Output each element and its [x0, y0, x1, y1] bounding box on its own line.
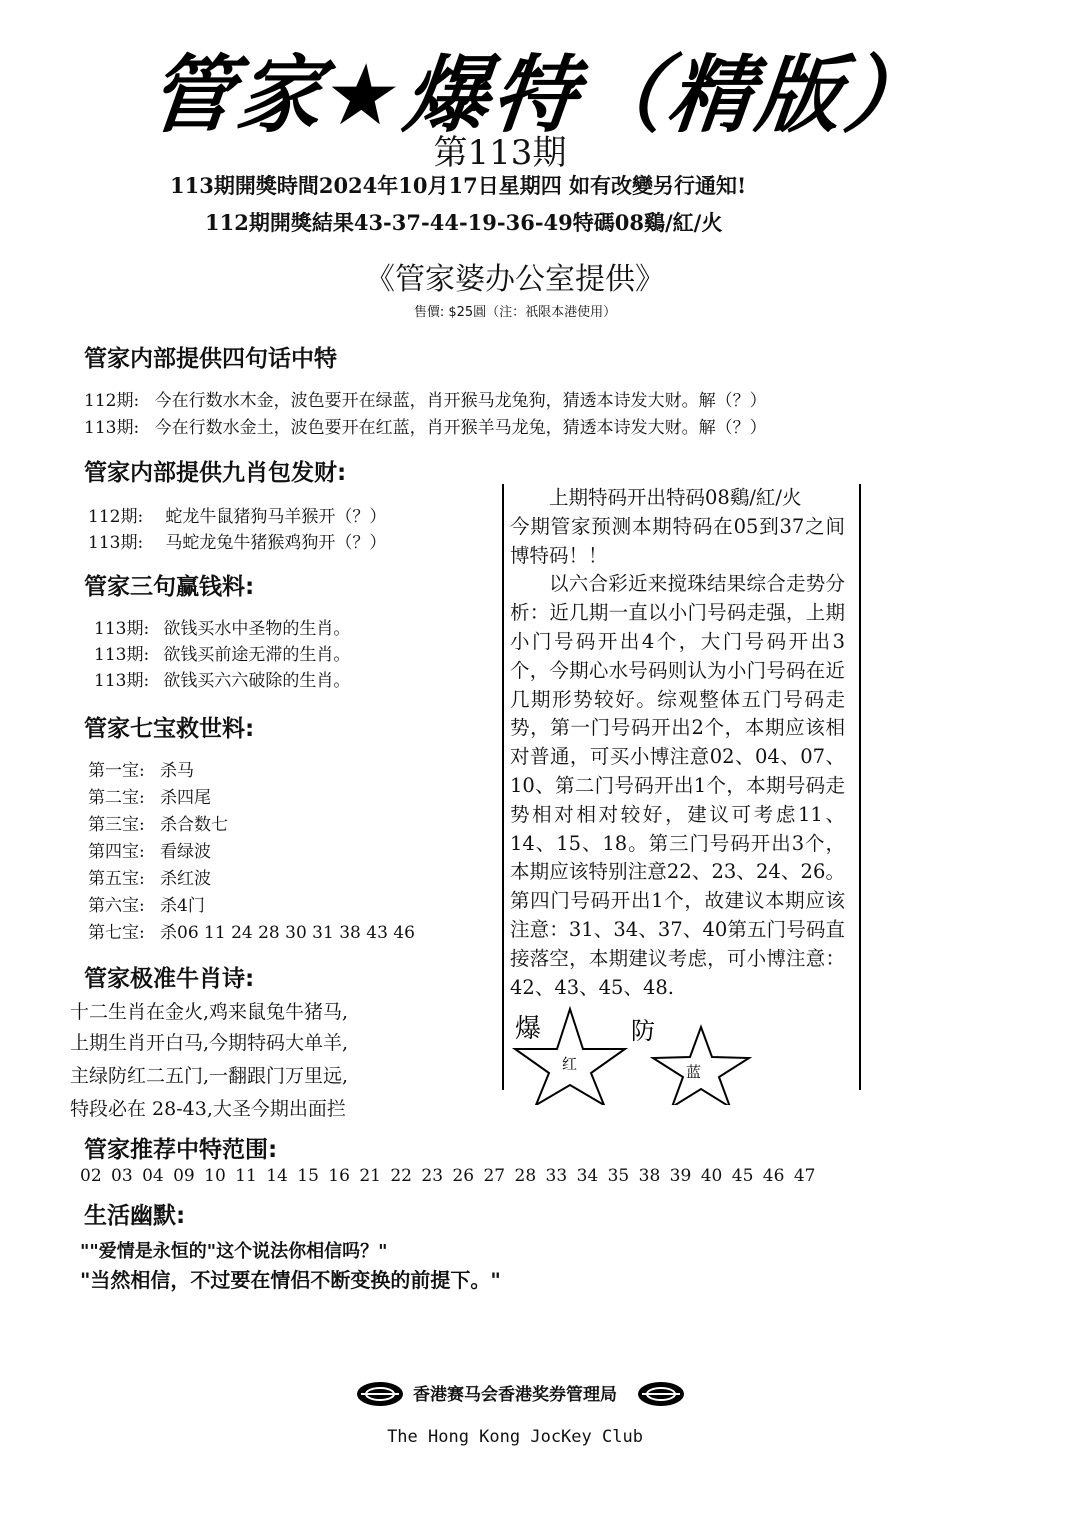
row-text: 欲钱买前途无滞的生肖。 [163, 645, 351, 665]
prediction-text [510, 484, 845, 1002]
joke-line: ""爱情是永恒的"这个说法你相信吗？" [80, 1241, 388, 1262]
list-item [88, 810, 415, 837]
row-text: 看绿波 [160, 842, 211, 862]
row-text: 欲钱买六六破除的生肖。 [163, 671, 351, 691]
row-label: 112期: [84, 391, 140, 411]
section-title-range: 管家推荐中特范围: [84, 1137, 278, 1163]
footer-org-name-en: The Hong Kong JocKey Club [387, 1427, 643, 1447]
footer-org-name: 香港赛马会香港奖券管理局 [413, 1385, 617, 1405]
poem-line: 特段必在 28-43,大圣今期出面拦 [70, 1098, 346, 1120]
issue-number: 第113期 [433, 133, 567, 173]
section-title-poem: 管家极准牛肖诗: [84, 966, 255, 992]
list-item [88, 783, 415, 810]
list-item [88, 837, 415, 864]
box-paragraph: 今期管家预测本期特码在05到37之间博特码！！ [510, 514, 845, 567]
row-label: 第三宝: [88, 815, 145, 835]
row-label: 113期: [94, 645, 150, 665]
draw-time-notice: 113期開獎時間2024年10月17日星期四 如有改變另行通知! [170, 173, 747, 198]
row-label: 第五宝: [88, 869, 145, 889]
box-paragraph: 上期特码开出特码08鷄/紅/火 [549, 486, 802, 509]
list-item [88, 528, 386, 553]
section-title-four-lines: 管家内部提供四句话中特 [84, 346, 337, 372]
last-draw-result: 112期開獎結果43-37-44-19-36-49特碼08鷄/紅/火 [205, 210, 723, 235]
row-text: 今在行数水金土，波色要开在红蓝，肖开猴羊马龙兔，猜透本诗发大财。解（？） [154, 418, 767, 438]
row-text: 马蛇龙兔牛猪猴鸡狗开（？） [165, 533, 387, 553]
row-label: 113期: [84, 418, 140, 438]
list-item [88, 891, 415, 918]
section-title-seven-treasures: 管家七宝救世料: [84, 716, 255, 742]
row-label: 第四宝: [88, 842, 145, 862]
row-text: 杀马 [160, 761, 194, 781]
poem-line: 主绿防红二五门,一翻跟门万里远, [70, 1065, 349, 1087]
section-title-humor: 生活幽默: [84, 1203, 186, 1229]
row-text: 杀四尾 [160, 788, 211, 808]
row-label: 第二宝: [88, 788, 145, 808]
row-text: 欲钱买水中圣物的生肖。 [163, 619, 351, 639]
list-item [88, 502, 386, 527]
row-label: 第七宝: [88, 923, 145, 943]
poem-line: 十二生肖在金火,鸡来鼠兔牛猪马, [70, 1001, 349, 1023]
list-item [94, 666, 350, 691]
list-item [84, 413, 767, 438]
section-title-nine-zodiac: 管家内部提供九肖包发财: [84, 460, 347, 486]
row-text: 杀红波 [160, 869, 211, 889]
page-title: 管家★爆特（精版） [144, 46, 938, 144]
row-text: 杀4门 [160, 896, 205, 916]
list-item [88, 864, 415, 891]
star-label: 防 [631, 1017, 655, 1045]
row-label: 113期: [94, 671, 150, 691]
row-label: 113期: [94, 619, 150, 639]
row-label: 113期: [88, 533, 144, 553]
row-label: 第六宝: [88, 896, 145, 916]
poem-line: 上期生肖开白马,今期特码大单羊, [70, 1032, 349, 1054]
list-item [88, 756, 415, 783]
row-text: 杀06 11 24 28 30 31 38 43 46 [160, 923, 415, 943]
list-item [84, 386, 767, 411]
row-label: 112期: [88, 507, 144, 527]
row-text: 杀合数七 [160, 815, 228, 835]
row-text: 蛇龙牛鼠猪狗马羊猴开（？） [165, 507, 387, 527]
box-paragraph: 以六合彩近来搅珠结果综合走势分析：近几期一直以小门号码走强，上期小门号码开出4个，大门号码开出3个，今期心水号码则认为小门号码在近几期形势较好。综观整体五门号码走势，第一门号码开出2个，本期应该相对普通，可买小博注意02、04、07、10、第二门号码开出1个，本期号码走势相对相对较好，建议可考虑11、14、15、18。第三门号码开出3个，本期应该特别注意22、23、24、26。第四门号码开出1个，故建议本期应该注意：31、34、37、40第五门号码直接落空，本期建议考虑，可小博注意：42、43、45、48. [510, 572, 845, 999]
section-title-three-lines: 管家三句赢钱料: [84, 574, 255, 600]
list-item [94, 614, 350, 639]
joke-line: "当然相信，不过要在情侣不断变换的前提下。" [80, 1268, 501, 1292]
seven-treasures-list [88, 756, 415, 945]
star-label: 爆 [515, 1014, 542, 1044]
stars-graphic [505, 1005, 755, 1105]
row-text: 今在行数水木金，波色要开在绿蓝，肖开猴马龙兔狗，猜透本诗发大财。解（？） [154, 391, 767, 411]
list-item [94, 640, 350, 665]
price-note: 售價: $25圓（注：祇限本港使用） [413, 305, 617, 320]
star-inner: 蓝 [686, 1063, 702, 1081]
row-label: 第一宝: [88, 761, 145, 781]
star-inner: 红 [562, 1055, 578, 1073]
provider-line: 《管家婆办公室提供》 [365, 262, 665, 297]
list-item [88, 918, 415, 945]
recommended-numbers: 02 03 04 09 10 11 14 15 16 21 22 23 26 27 28 33 34 35 38 39 40 45 46 47 [80, 1166, 816, 1186]
